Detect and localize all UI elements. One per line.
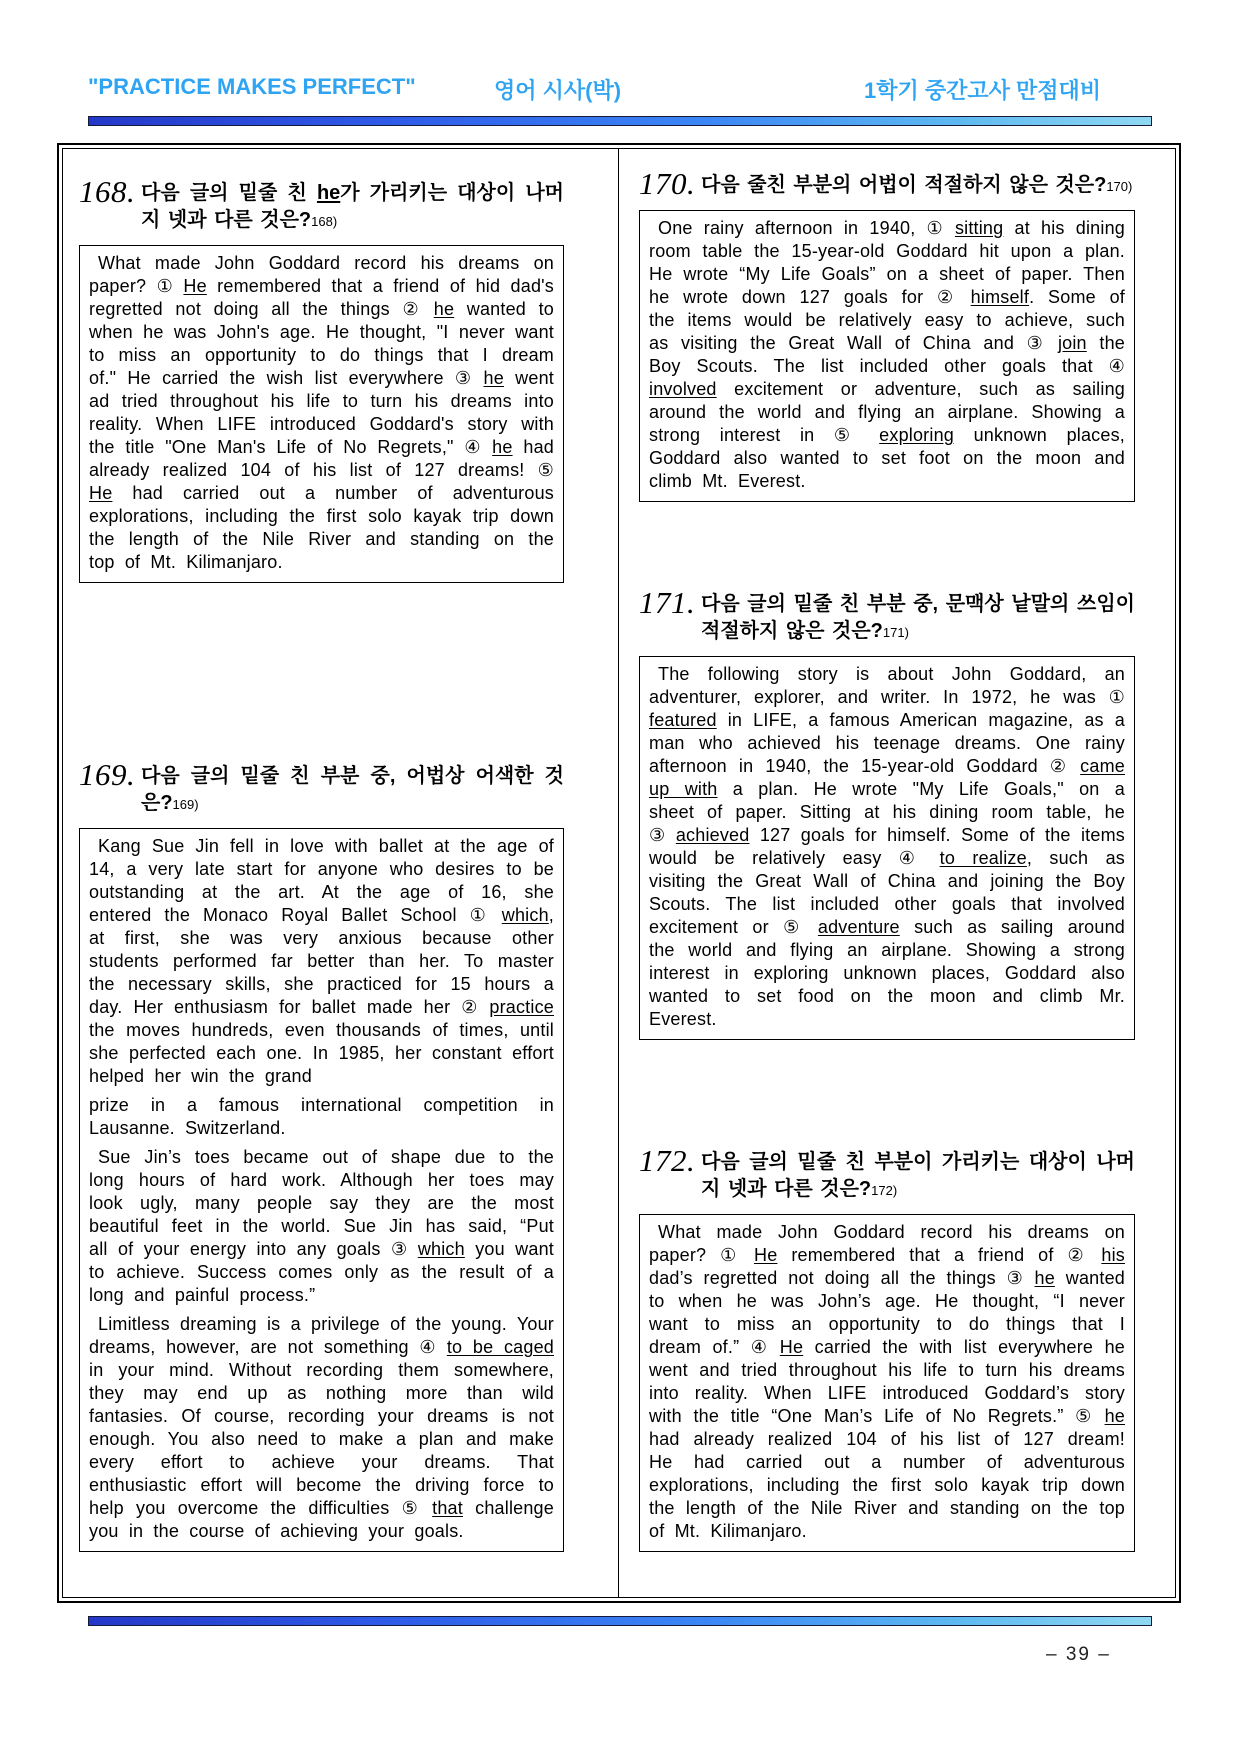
underlined-text: came up with	[649, 756, 1125, 799]
question-171-number: 171.	[639, 585, 696, 620]
content-frame-inner	[62, 148, 1176, 1598]
question-169-heading	[79, 757, 564, 818]
text-segment: in your mind. Without recording them somewhere, they may end up as nothing more than wild fantasies. Of course, recording your dreams is not enough. You also need to make a plan and make every effort to achieve your dreams. That enthusiastic effort will become the driving force to help you overcome the difficulties ⑤	[89, 1360, 554, 1518]
underlined-text: achieved	[675, 825, 750, 845]
text-segment: 다음 글의 밑줄 친	[141, 182, 317, 204]
text-segment: wanted to when he was John's age. He thought, "I never want to miss an opportunity to do things that I dream of." He carried the wish list everywhere ③	[89, 299, 555, 388]
question-172-passage-box	[639, 1214, 1135, 1552]
underlined-text: he	[1104, 1406, 1125, 1426]
passage-paragraph	[89, 835, 554, 1088]
underlined-text: involved	[649, 379, 717, 399]
question-171-prompt-text	[701, 593, 1135, 642]
passage-paragraph	[89, 252, 554, 574]
question-168-prompt-text	[141, 182, 564, 231]
underlined-text: He	[89, 483, 113, 503]
text-segment: dad’s regretted not doing all the things ③	[649, 1268, 1035, 1288]
underlined-text: He	[183, 276, 207, 296]
question-171-footnote: 171)	[882, 625, 909, 640]
question-168-prompt	[141, 177, 564, 235]
right-column	[619, 149, 1175, 1597]
question-172-footnote: 172)	[871, 1183, 898, 1198]
text-segment: such as sailing around the world and flying an airplane. Showing a strong interest in exploring unknown places, Goddard also wanted to set food on the moon and climb Mr. Everest.	[649, 917, 1125, 1029]
header-left-title: "PRACTICE MAKES PERFECT"	[88, 74, 416, 99]
underlined-text: he	[483, 368, 504, 388]
underlined-text: featured	[649, 710, 717, 730]
underlined-text: he	[433, 299, 455, 319]
text-segment: had already realized 104 of his list of 127 dream! He had carried out a number of adventurous explorations, including the first solo kayak trip down the length of the Nile River and standing on the top of Mt. Kilimanjaro.	[649, 1429, 1125, 1541]
passage-paragraph	[649, 217, 1125, 493]
question-172-number: 172.	[639, 1143, 696, 1178]
question-170-heading	[639, 166, 1135, 201]
text-segment: in LIFE, a famous American magazine, as a man who achieved his teenage dreams. One rainy afternoon in 1940, the 15-year-old Goddard ②	[649, 710, 1125, 776]
question-169-prompt	[141, 760, 564, 818]
underlined-text: which	[501, 905, 549, 925]
left-column	[63, 149, 619, 1597]
question-172-prompt-text	[701, 1151, 1135, 1200]
text-segment: 다음 줄친 부분의 어법이 적절하지 않은 것은?	[701, 174, 1107, 196]
underlined-text: sitting	[954, 218, 1004, 238]
underlined-text: He	[779, 1337, 804, 1357]
question-172-heading	[639, 1143, 1135, 1204]
underlined-text: he	[316, 182, 341, 204]
passage-paragraph	[89, 1146, 554, 1307]
text-segment: 127 goals for himself. Some of the items would be relatively easy ④	[649, 825, 1125, 868]
text-segment: the Boy Scouts. The list included other goals that ④	[649, 333, 1125, 376]
text-segment: remembered that a friend of hid dad's regretted not doing all the things ②	[89, 276, 554, 319]
header-right-title: 1학기 중간고사 만점대비	[864, 78, 1101, 103]
underlined-text: his	[1101, 1245, 1125, 1265]
text-segment: wanted to when he was John’s age. He thought, “I never want to miss an opportunity to do things that I dream of.” ④	[649, 1268, 1126, 1357]
text-segment: a plan. He wrote "My Life Goals," on a sheet of paper. Sitting at his dining room table, he ③	[649, 779, 1125, 845]
question-172-prompt	[701, 1146, 1135, 1204]
text-segment: One rainy afternoon in 1940, ①	[658, 218, 955, 238]
passage-paragraph	[649, 663, 1125, 1031]
text-segment: 가 가리키는 대상이 나머지 넷과 다른 것은?	[141, 182, 564, 231]
page-number: – 39 –	[1046, 1644, 1111, 1665]
footer-rule-bar	[88, 1616, 1152, 1626]
question-168-number: 168.	[79, 174, 136, 209]
text-segment: , at first, she was very anxious because other students performed far better than her. To master the necessary skills, she practiced for 15 hours a day. Her enthusiasm for ballet made her ②	[89, 905, 554, 1017]
underlined-text: he	[492, 437, 513, 457]
question-170-footnote: 170)	[1106, 179, 1133, 194]
underlined-text: to be caged	[446, 1337, 554, 1357]
text-segment: prize in a famous international competition in Lausanne. Switzerland.	[89, 1095, 554, 1138]
text-segment: 다음 글의 밑줄 친 부분 중, 어법상 어색한 것은?	[141, 765, 564, 814]
text-segment: challenge you in the course of achieving your goals.	[89, 1498, 554, 1541]
question-169-prompt-text	[141, 765, 564, 814]
text-segment: What made John Goddard record his dreams on paper? ①	[649, 1222, 1125, 1265]
text-segment: at his dining room table the 15-year-old Goddard hit upon a plan. He wrote “My Life Goals” on a sheet of paper. Then he wrote down 127 goals for ②	[649, 218, 1125, 307]
question-171-passage-box	[639, 656, 1135, 1040]
passage-paragraph	[649, 1221, 1125, 1543]
underlined-text: He	[754, 1245, 778, 1265]
underlined-text: join	[1057, 333, 1087, 353]
question-169-number: 169.	[79, 757, 136, 792]
underlined-text: exploring	[879, 425, 955, 445]
underlined-text: himself	[970, 287, 1030, 307]
question-170-prompt-text	[701, 174, 1106, 196]
question-171-prompt	[701, 588, 1135, 646]
question-170-number: 170.	[639, 166, 696, 201]
text-segment: , such as visiting the Great Wall of China and joining the Boy Scouts. The list included other goals that involved excitement or ⑤	[649, 848, 1125, 937]
question-168-footnote: 168)	[311, 214, 338, 229]
question-171-heading	[639, 585, 1135, 646]
text-segment: The following story is about John Goddard, an adventurer, explorer, and writer. In 1972, he was ①	[649, 664, 1125, 707]
text-segment: had already realized 104 of his list of 127 dreams! ⑤	[89, 437, 554, 480]
question-169-footnote: 169)	[172, 797, 199, 812]
passage-paragraph	[89, 1094, 554, 1140]
passage-paragraph	[89, 1313, 554, 1543]
text-segment: excitement or adventure, such as sailing around the world and flying an airplane. Showing a strong interest in ⑤	[649, 379, 1125, 445]
text-segment: went ad tried throughout his life to turn his dreams into reality. When LIFE introduced Goddard's story with the title "One Man's Life of No Regrets," ④	[89, 368, 554, 457]
underlined-text: to realize	[939, 848, 1027, 868]
text-segment: carried the with list everywhere he went and tried throughout his life to turn his dreams into reality. When LIFE introduced Goddard’s story with the title “One Man’s Life of No Regrets.” ⑤	[649, 1337, 1125, 1426]
text-segment: the moves hundreds, even thousands of times, until she perfected each one. In 1985, her constant effort helped her win the grand	[89, 1020, 554, 1086]
text-segment: Sue Jin’s toes became out of shape due to the long hours of hard work. Although her toes may look ugly, many people say they are the most beautiful feet in the world. Sue Jin has said, “Put all of your energy into any goals ③	[89, 1147, 554, 1259]
text-segment: had carried out a number of adventurous explorations, including the first solo kayak trip down the length of the Nile River and standing on the top of Mt. Kilimanjaro.	[89, 483, 554, 572]
text-segment: 다음 글의 밑줄 친 부분이 가리키는 대상이 나머지 넷과 다른 것은?	[701, 1151, 1135, 1200]
text-segment: you want to achieve. Success comes only as the result of a long and painful process.”	[89, 1239, 554, 1305]
text-segment: . Some of the items would be relatively easy to achieve, such as visiting the Great Wall of China and ③	[649, 287, 1126, 353]
text-segment: Kang Sue Jin fell in love with ballet at the age of 14, a very late start for anyone who desires to be outstanding at the art. At the age of 16, she entered the Monaco Royal Ballet School ①	[89, 836, 554, 925]
text-segment: remembered that a friend of ②	[777, 1245, 1102, 1265]
underlined-text: adventure	[817, 917, 900, 937]
underlined-text: practice	[489, 997, 554, 1017]
text-segment: Limitless dreaming is a privilege of the young. Your dreams, however, are not something ④	[89, 1314, 554, 1357]
underlined-text: he	[1034, 1268, 1055, 1288]
question-170-prompt	[701, 169, 1135, 200]
question-168-passage-box	[79, 245, 564, 583]
question-168-heading	[79, 174, 564, 235]
question-170-passage-box	[639, 210, 1135, 502]
text-segment: 다음 글의 밑줄 친 부분 중, 문맥상 낱말의 쓰임이 적절하지 않은 것은?	[701, 593, 1135, 642]
header-center-title: 영어 시사(박)	[494, 78, 622, 103]
question-169-passage-box	[79, 828, 564, 1552]
underlined-text: which	[417, 1239, 465, 1259]
text-segment: What made John Goddard record his dreams on paper? ①	[89, 253, 554, 296]
text-segment: unknown places, Goddard also wanted to set foot on the moon and climb Mt. Everest.	[649, 425, 1125, 491]
underlined-text: that	[432, 1498, 463, 1518]
content-frame	[57, 143, 1181, 1603]
header-rule-bar	[88, 116, 1152, 126]
